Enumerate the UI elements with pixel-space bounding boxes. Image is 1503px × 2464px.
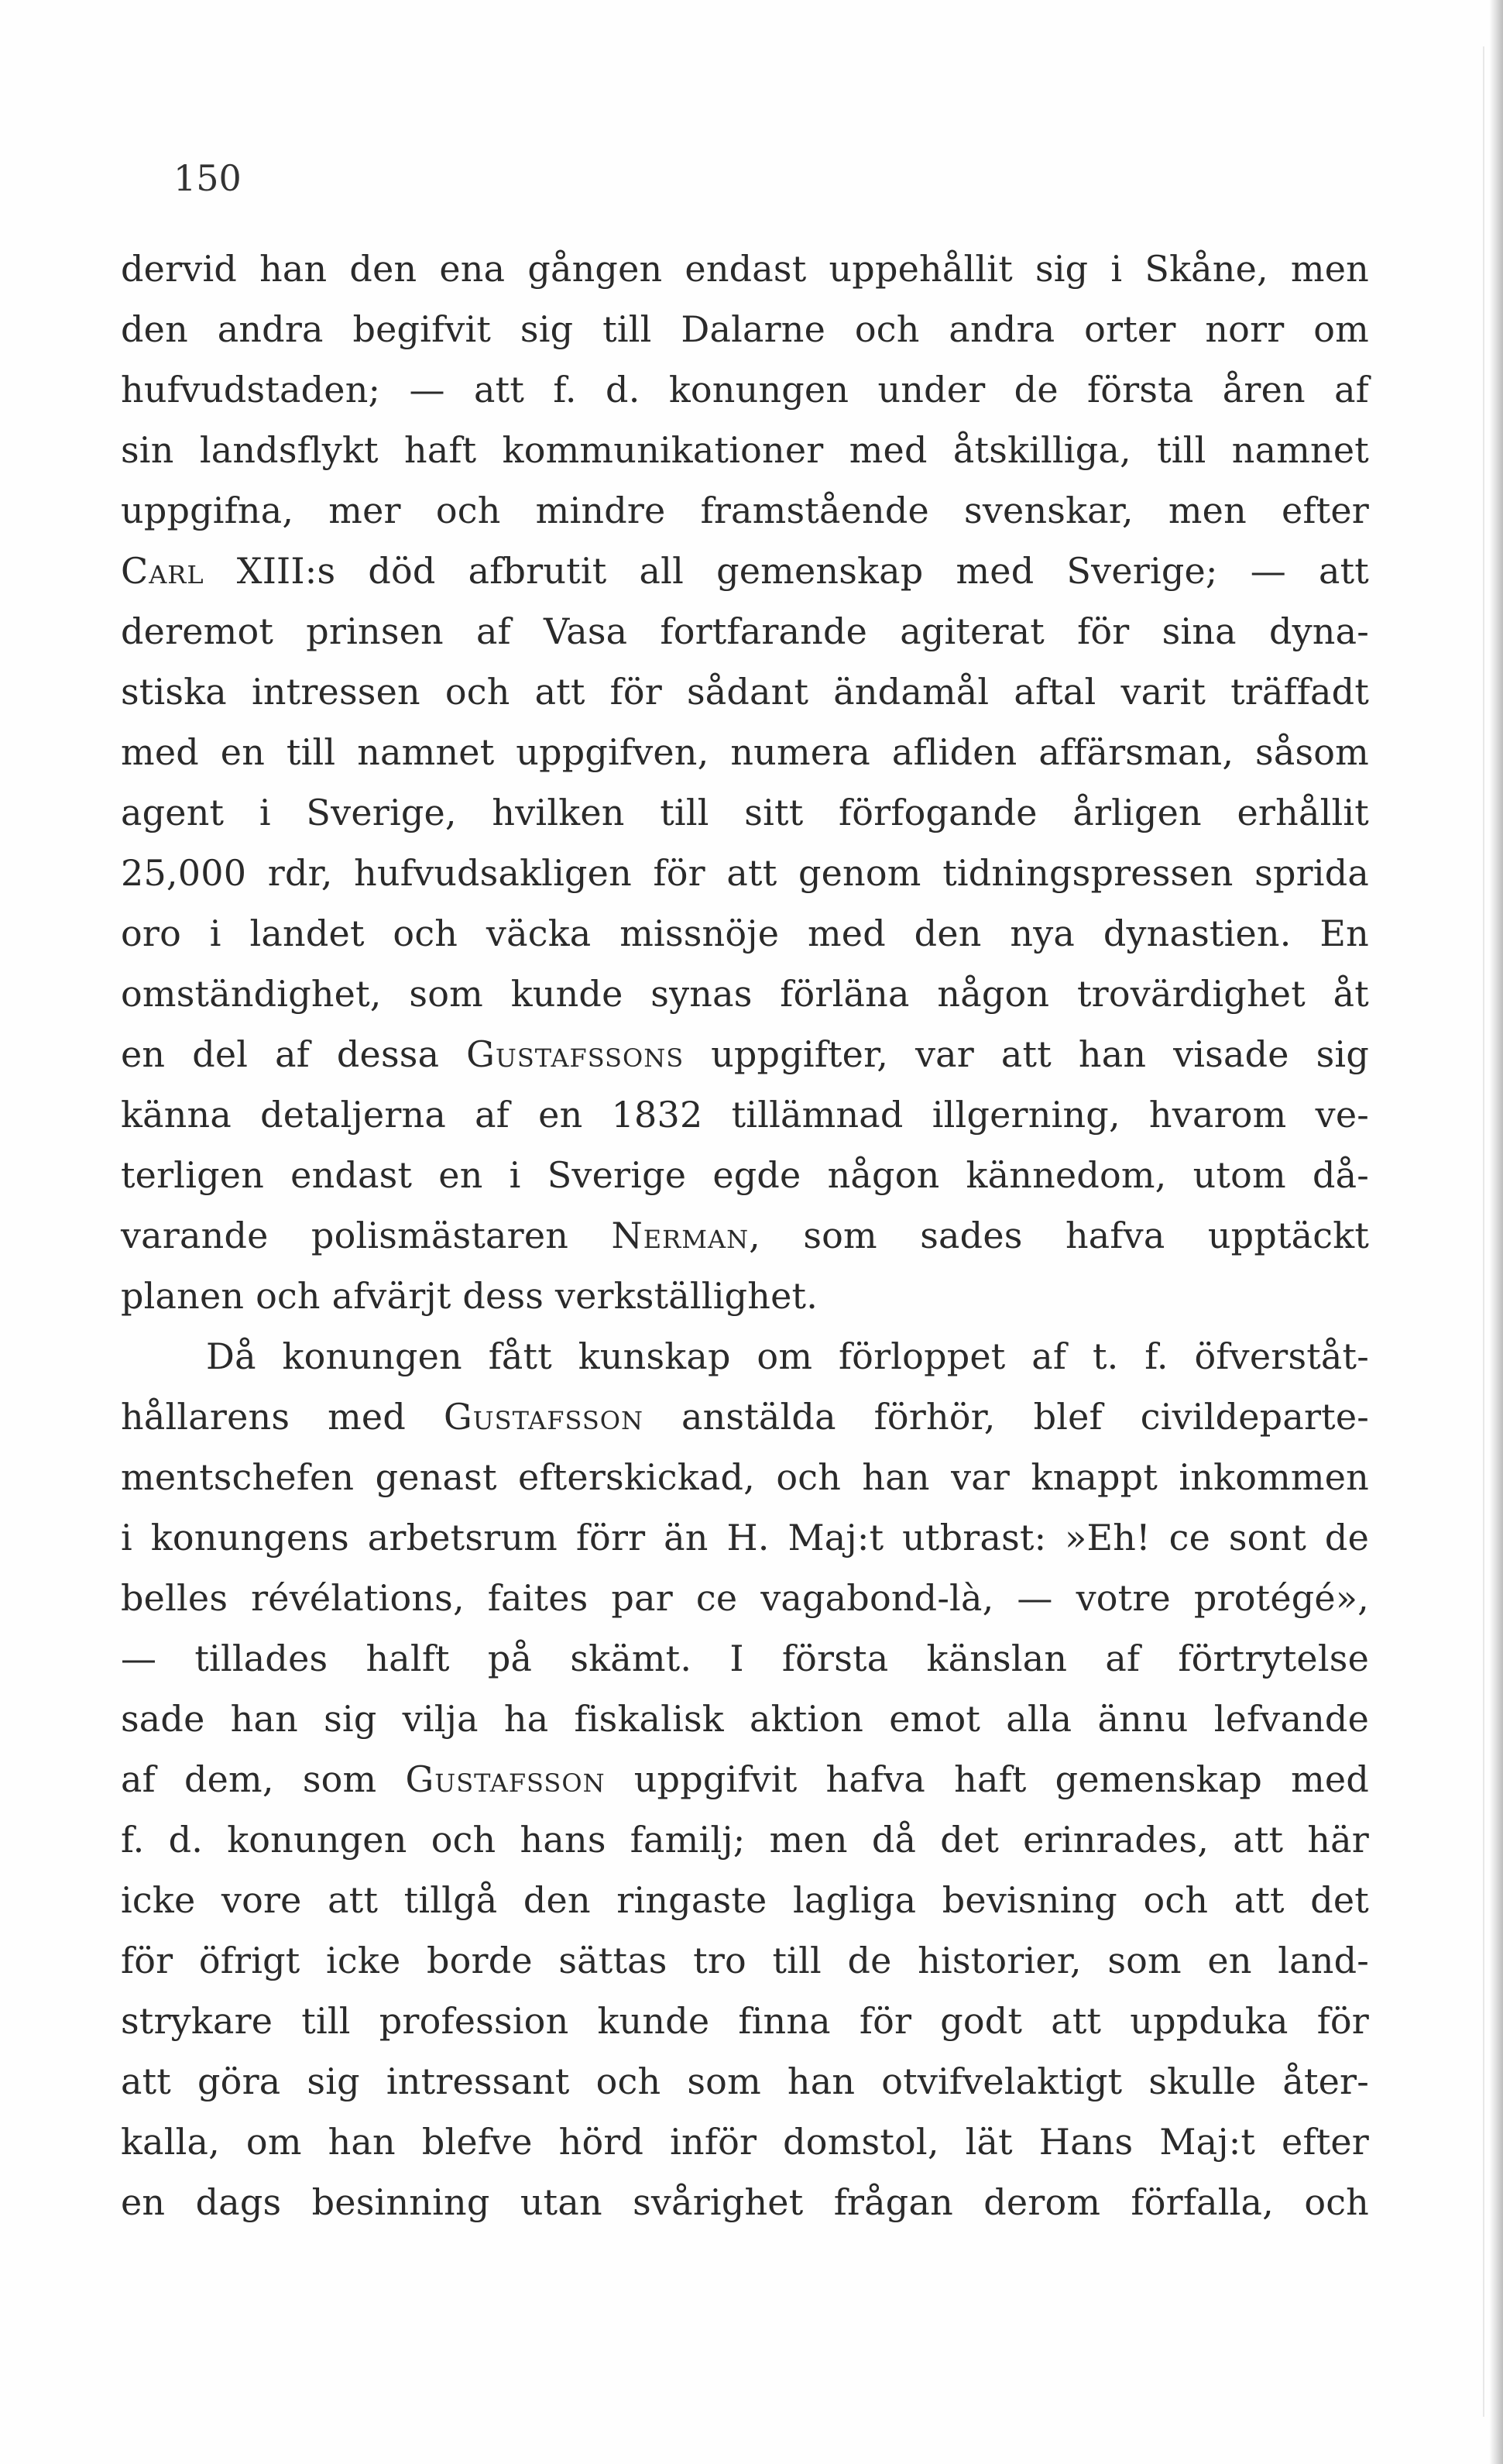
text-line: uppgifna, mer och mindre framstående svenskar, men efter	[121, 490, 1369, 531]
text-line	[121, 1749, 1369, 1809]
text-line: f. d. konungen och hans familj; men då det erinrades, att här	[121, 1819, 1369, 1861]
text-line: planen och afvärjt dess verkställighet.	[121, 1275, 818, 1317]
text-line: belles révélations, faites par ce vagabond-là, — votre protégé»,	[121, 1577, 1369, 1619]
name-gustafsson: Gustafsson	[405, 1758, 606, 1800]
text-line: oro i landet och väcka missnöje med den nya dynastien. En	[121, 912, 1369, 954]
text-line: omständighet, som kunde synas förläna någon trovärdighet åt	[121, 973, 1369, 1015]
name-gustafsson: Gustafsson	[443, 1396, 643, 1438]
text-segment: anstälda förhör, blef civildeparte-	[643, 1396, 1369, 1438]
body-text	[121, 239, 1369, 2232]
text-line: mentschefen genast efterskickad, och han var knappt inkommen	[121, 1456, 1369, 1498]
text-line: hufvudstaden; — att f. d. konungen under de första åren af	[121, 369, 1369, 411]
text-line	[121, 541, 1369, 601]
text-line: terligen endast en i Sverige egde någon kännedom, utom då-	[121, 1154, 1369, 1196]
page-edge-line	[1483, 46, 1484, 2417]
text-line: med en till namnet uppgifven, numera afliden affärsman, såsom	[121, 731, 1369, 773]
text-segment: en del af dessa	[121, 1033, 467, 1075]
text-segment: , som sades hafva upptäckt	[749, 1215, 1370, 1256]
text-line: sin landsflykt haft kommunikationer med åtskilliga, till namnet	[121, 429, 1369, 471]
text-line: strykare till profession kunde finna för godt att uppduka för	[121, 2000, 1369, 2042]
text-line: kalla, om han blefve hörd inför domstol, lät Hans Maj:t efter	[121, 2121, 1369, 2163]
text-segment: hållarens med	[121, 1396, 444, 1438]
text-line: agent i Sverige, hvilken till sitt förfogande årligen erhållit	[121, 792, 1369, 833]
text-line: 25,000 rdr, hufvudsakligen för att genom tidningspressen sprida	[121, 852, 1369, 894]
page-number: 150	[173, 157, 242, 199]
text-line: känna detaljerna af en 1832 tillämnad illgerning, hvarom ve-	[121, 1094, 1369, 1136]
text-segment: uppgifter, var att han visade sig	[684, 1033, 1369, 1075]
text-line: — tillades halft på skämt. I första känslan af förtrytelse	[121, 1638, 1369, 1679]
text-line: stiska intressen och att för sådant ändamål aftal varit träffadt	[121, 671, 1369, 713]
text-line	[121, 1024, 1369, 1084]
text-line: dervid han den ena gången endast uppehållit sig i Skåne, men	[121, 248, 1369, 290]
text-line: för öfrigt icke borde sättas tro till de historier, som en land-	[121, 1940, 1369, 1981]
text-line: sade han sig vilja ha fiskalisk aktion emot alla ännu lefvande	[121, 1698, 1369, 1740]
text-segment: uppgifvit hafva haft gemenskap med	[605, 1758, 1370, 1800]
text-line: en dags besinning utan svårighet frågan derom förfalla, och	[121, 2181, 1369, 2223]
name-nerman: Nerman	[611, 1215, 750, 1256]
text-segment: XIII:s död afbrutit all gemenskap med Sverige; — att	[204, 550, 1369, 592]
text-line: icke vore att tillgå den ringaste lagliga bevisning och att det	[121, 1879, 1369, 1921]
text-line: i konungens arbetsrum förr än H. Maj:t utbrast: »Eh! ce sont de	[121, 1517, 1369, 1558]
name-gustafsson: Gustafssons	[466, 1033, 685, 1075]
page-edge-shadow	[1489, 0, 1503, 2464]
text-segment: varande polismästaren	[121, 1215, 612, 1256]
text-line: den andra begifvit sig till Dalarne och andra orter norr om	[121, 308, 1369, 350]
text-line: deremot prinsen af Vasa fortfarande agiterat för sina dyna-	[121, 610, 1369, 652]
text-segment: af dem, som	[121, 1758, 406, 1800]
text-line: att göra sig intressant och som han otvifvelaktigt skulle åter-	[121, 2060, 1369, 2102]
text-line	[121, 1387, 1369, 1447]
name-carl: Carl	[121, 550, 204, 592]
text-line	[121, 1205, 1369, 1266]
paragraph-start: Då konungen fått kunskap om förloppet af t. f. öfverståt-	[206, 1335, 1369, 1377]
